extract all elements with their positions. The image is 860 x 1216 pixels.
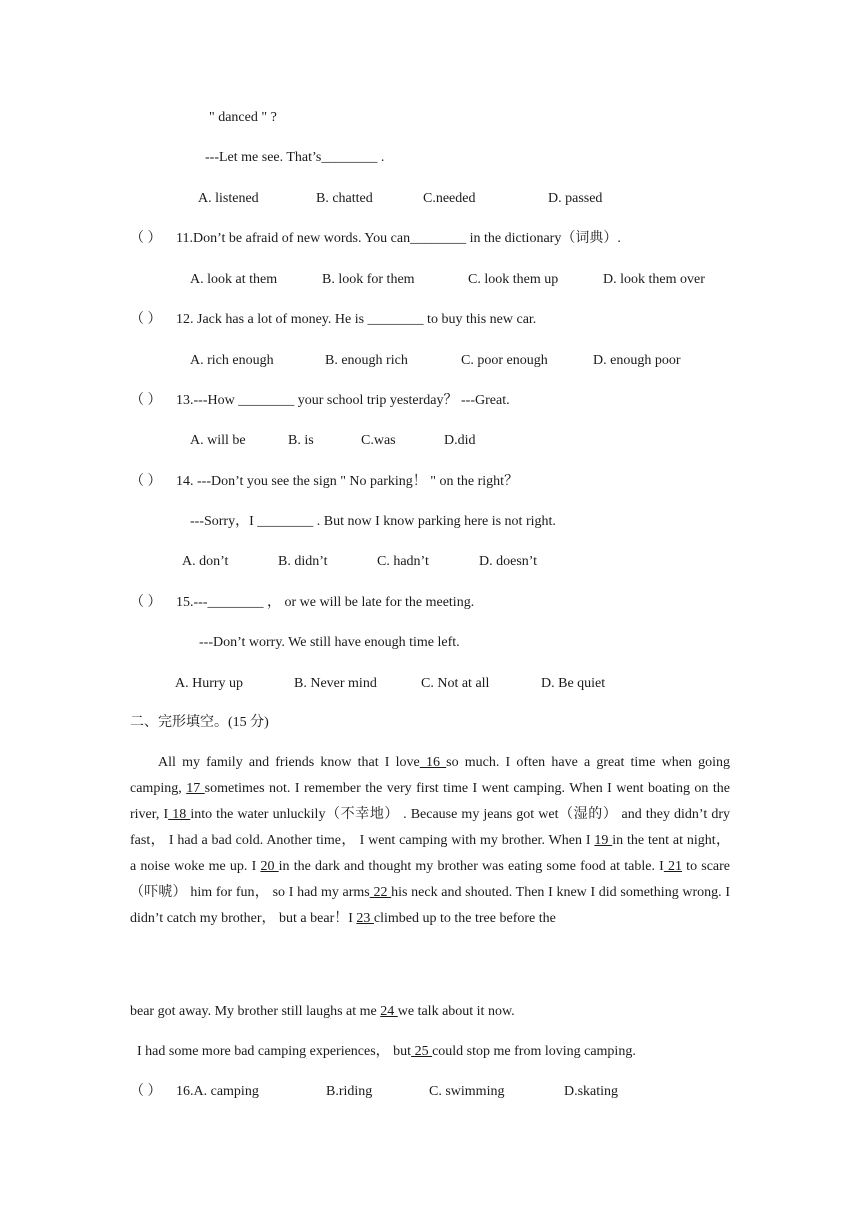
q11-option-a: A. look at them — [190, 272, 278, 287]
blank-16: 16 — [419, 755, 447, 770]
q13-stem: 13.---How ________ your school trip yesterday？ ---Great. — [176, 393, 510, 408]
q14-option-b: B. didn’t — [278, 554, 328, 569]
q15-paren: （ ） — [130, 595, 162, 610]
blank-19: 19 — [594, 833, 613, 848]
q13-option-d: D.did — [444, 433, 476, 448]
q12-option-d: D. enough poor — [593, 353, 681, 368]
blank-21: 21 — [663, 859, 682, 874]
q16-option-b: B.riding — [326, 1084, 373, 1099]
q16-paren: （ ） — [130, 1084, 162, 1099]
section-heading-cloze: 二、完形填空。(15 分) — [130, 715, 269, 730]
q15-stem: 15.---________ ， or we will be late for the meeting. — [176, 595, 475, 610]
q12-stem: 12. Jack has a lot of money. He is ________ to buy this new car. — [176, 312, 537, 327]
q15-option-b: B. Never mind — [294, 676, 377, 691]
cloze-passage-paragraph-3: I had some more bad camping experiences， but 25 could stop me from loving camping. — [137, 1044, 636, 1059]
q13-option-b: B. is — [288, 433, 314, 448]
q14-answer-line: ---Sorry，I ________ . But now I know parking here is not right. — [190, 514, 556, 529]
q16-option-d: D.skating — [564, 1084, 619, 1099]
q10-stem-tail: " danced " ? — [209, 110, 277, 125]
blank-22: 22 — [369, 885, 392, 900]
q15-option-c: C. Not at all — [421, 676, 490, 691]
q13-paren: （ ） — [130, 393, 162, 408]
q16-option-c: C. swimming — [429, 1084, 505, 1099]
q10-option-a: A. listened — [198, 191, 259, 206]
q12-paren: （ ） — [130, 312, 162, 327]
q15-answer-line: ---Don’t worry. We still have enough time left. — [199, 635, 460, 650]
q14-stem: 14. ---Don’t you see the sign " No parking！ " on the right？ — [176, 474, 519, 489]
q12-option-b: B. enough rich — [325, 353, 408, 368]
q10-option-c: C.needed — [423, 191, 476, 206]
q14-option-a: A. don’t — [182, 554, 229, 569]
q10-answer-line: ---Let me see. That’s________ . — [205, 150, 385, 165]
blank-18: 18 — [168, 807, 191, 822]
q11-option-b: B. look for them — [322, 272, 415, 287]
blank-25: 25 — [411, 1044, 433, 1059]
q10-option-b: B. chatted — [316, 191, 373, 206]
q14-option-d: D. doesn’t — [479, 554, 538, 569]
cloze-passage-paragraph-1: All my family and friends know that I love 16 so much. I often have a great time when going camping, 17 sometimes not. I remember the very first time I went camping. When I went boating on the river, I 18 into the water unluckily（不幸地） . Because my jeans got wet（湿的） and they didn’t dry fast， I had a bad cold. Another time， I went camping with my brother. When I 19 in the tent at night， a noise woke me up. I 20 in the dark and thought my brother was eating some food at table. I 21 to scare（吓唬） him for fun， so I had my arms 22 his neck and shouted. Then I knew I did something wrong. I didn’t catch my brother， but a bear！I 23 climbed up to the tree before the — [130, 755, 731, 926]
q13-option-a: A. will be — [190, 433, 246, 448]
q11-option-c: C. look them up — [468, 272, 559, 287]
q10-option-d: D. passed — [548, 191, 603, 206]
blank-17: 17 — [186, 781, 205, 796]
q11-paren: （ ） — [130, 231, 162, 246]
q14-paren: （ ） — [130, 474, 162, 489]
q15-option-a: A. Hurry up — [175, 676, 244, 691]
q13-option-c: C.was — [361, 433, 396, 448]
q15-option-d: D. Be quiet — [541, 676, 606, 691]
q12-option-c: C. poor enough — [461, 353, 548, 368]
blank-20: 20 — [260, 859, 279, 874]
blank-23: 23 — [356, 911, 374, 926]
q12-option-a: A. rich enough — [190, 353, 274, 368]
q11-stem: 11.Don’t be afraid of new words. You can________ in the dictionary（词典）. — [176, 231, 621, 246]
q14-option-c: C. hadn’t — [377, 554, 429, 569]
q16-option-a: 16.A. camping — [176, 1084, 259, 1099]
blank-24: 24 — [380, 1004, 398, 1019]
q11-option-d: D. look them over — [603, 272, 705, 287]
cloze-passage-paragraph-2: bear got away. My brother still laughs at me 24 we talk about it now. — [130, 1004, 515, 1019]
